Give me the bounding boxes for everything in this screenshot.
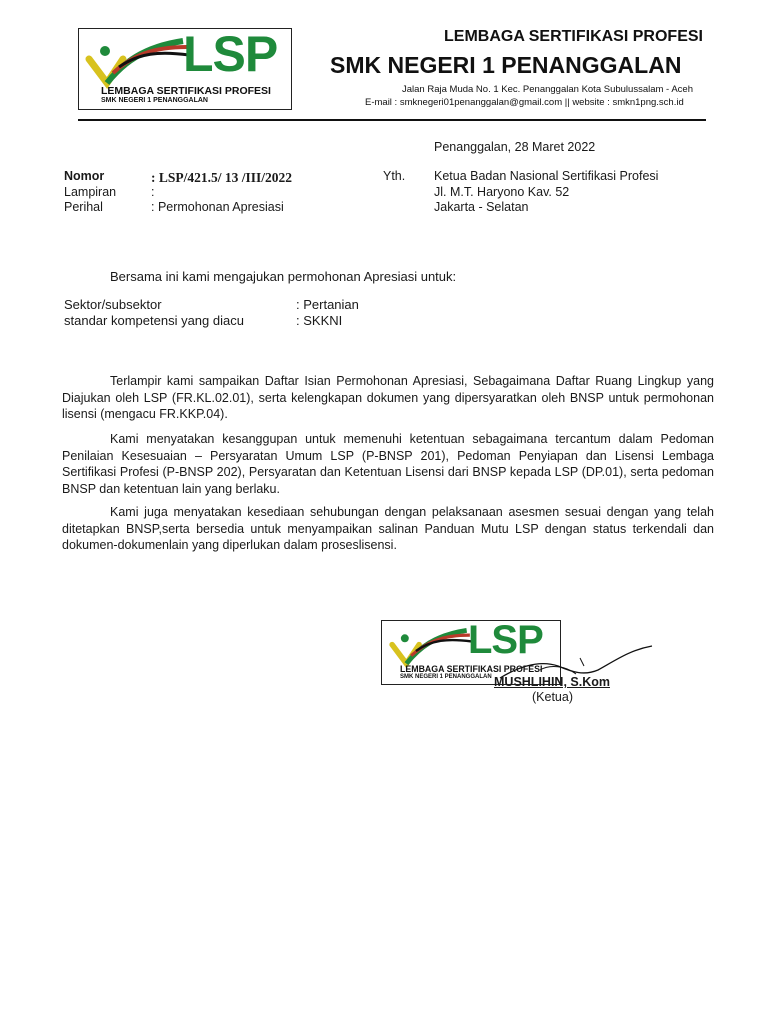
place-date: Penanggalan, 28 Maret 2022	[434, 140, 596, 154]
standar-label: standar kompetensi yang diacu	[64, 313, 244, 328]
sektor-value: : Pertanian	[296, 297, 359, 312]
institution-contact: E-mail : smknegeri01penanggalan@gmail.com || website : smkn1png.sch.id	[365, 97, 684, 108]
stamp-subtitle: LEMBAGA SERTIFIKASI PROFESI	[400, 664, 543, 674]
institution-title: LEMBAGA SERTIFIKASI PROFESI	[444, 28, 703, 45]
perihal-value: : Permohonan Apresiasi	[151, 200, 284, 214]
lampiran-label: Lampiran	[64, 185, 117, 199]
institution-school: SMK NEGERI 1 PENANGGALAN	[330, 52, 682, 78]
stamp-lsp-text: LSP	[468, 620, 543, 662]
yth-label: Yth.	[383, 169, 406, 183]
logo-school-name: SMK NEGERI 1 PENANGGALAN	[101, 97, 208, 104]
intro-sentence: Bersama ini kami mengajukan permohonan Apresiasi untuk:	[110, 269, 457, 284]
recipient-line-1: Ketua Badan Nasional Sertifikasi Profesi	[434, 169, 659, 183]
letterhead-divider	[78, 119, 706, 121]
logo-subtitle: LEMBAGA SERTIFIKASI PROFESI	[101, 85, 271, 97]
signer-name: MUSHLIHIN, S.Kom	[494, 675, 610, 689]
stamp-school-name: SMK NEGERI 1 PENANGGALAN	[400, 674, 492, 680]
sektor-label: Sektor/subsektor	[64, 297, 162, 312]
logo-lsp-text: LSP	[183, 28, 278, 82]
nomor-label: Nomor	[64, 169, 105, 183]
recipient-line-3: Jakarta - Selatan	[434, 200, 529, 214]
signer-role: (Ketua)	[532, 690, 573, 704]
standar-value: : SKKNI	[296, 313, 343, 328]
check-swoosh-icon	[83, 33, 193, 91]
letterhead-logo	[78, 28, 292, 110]
paragraph-3: Kami juga menyatakan kesediaan sehubungan dengan pelaksanaan asesmen sesuai dengan yang telah ditetapkan BNSP,serta bersedia untuk menyampaikan salinan Panduan Mutu LSP dengan status terkendali dan dokumen-dokumenlain yang diperlukan dalam proseslisensi.	[62, 505, 714, 552]
paragraph-2: Kami menyatakan kesanggupan untuk memenuhi ketentuan sebagaimana tercantum dalam Pedoman Penilaian Kesesuaian – Persyaratan Umum LSP (P-BNSP 201), Pedoman Penyiapan dan Lisensi Lembaga Sertifikasi Profesi (P-BNSP 202), Persyaratan dan Ketentuan Lisensi dari BNSP kepada LSP (DP.01), serta pedoman BNSP dan ketentuan lain yang berlaku.	[62, 432, 714, 496]
nomor-value: : LSP/421.5/ 13 /III/2022	[151, 170, 293, 185]
recipient-line-2: Jl. M.T. Haryono Kav. 52	[434, 185, 570, 199]
institution-address: Jalan Raja Muda No. 1 Kec. Penanggalan Kota Subulussalam - Aceh	[402, 84, 693, 95]
paragraph-1: Terlampir kami sampaikan Daftar Isian Permohonan Apresiasi, Sebagaimana Daftar Ruang Lingkup yang Diajukan oleh LSP (FR.KL.02.01), serta kelengkapan dokumen yang dipersyaratkan oleh BNSP untuk permohonan lisensi (mengacu FR.KKP.04).	[62, 374, 714, 421]
lampiran-value: :	[151, 185, 155, 199]
perihal-label: Perihal	[64, 200, 103, 214]
